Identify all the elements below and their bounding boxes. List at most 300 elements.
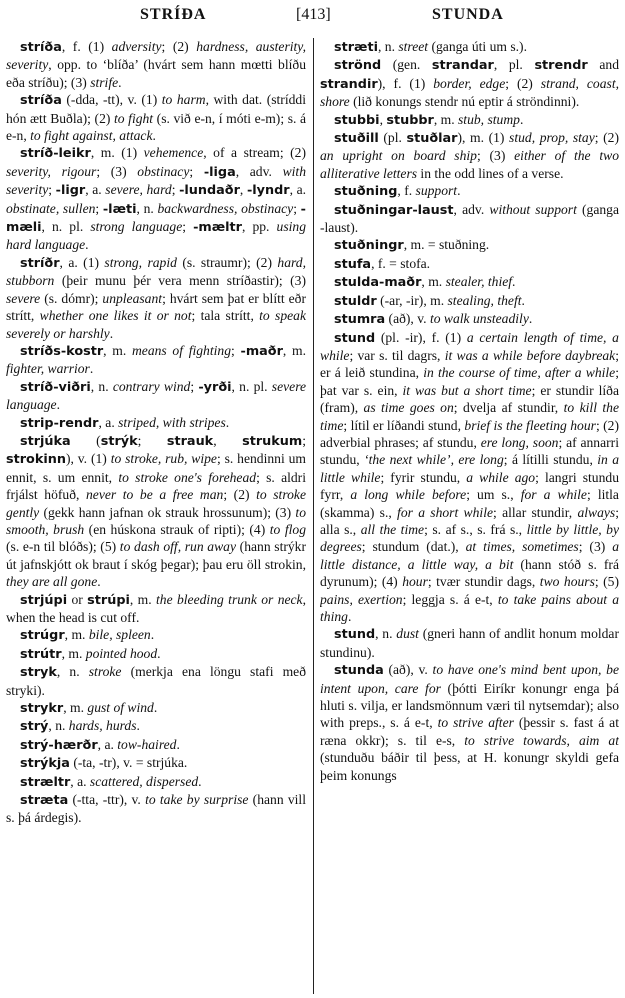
- dictionary-entry: [6, 342, 306, 378]
- definition: to fight: [114, 110, 154, 126]
- entry-text: .: [150, 627, 155, 643]
- definition: to stroke one's forehead: [118, 469, 257, 485]
- entry-text: , n.: [56, 664, 89, 680]
- definition: the bleeding trunk or neck: [156, 591, 303, 607]
- definition: never to be a free man: [85, 487, 224, 503]
- dictionary-entry: [320, 329, 619, 626]
- headword: strjúpi: [20, 592, 68, 608]
- headword: strandir: [320, 76, 378, 92]
- entry-text: , f.: [397, 183, 416, 199]
- dictionary-entry: [320, 625, 619, 661]
- entry-text: , m.: [433, 111, 459, 127]
- entry-text: .: [152, 128, 156, 144]
- definition: a long while before: [350, 487, 467, 503]
- definition: two hours: [539, 574, 595, 590]
- entry-text: .: [56, 397, 60, 413]
- definition: strand, coast, shore: [320, 75, 619, 110]
- definition: little by little, by degrees: [320, 521, 619, 555]
- entry-text: , a.: [70, 773, 90, 789]
- headword: strjúka: [20, 433, 71, 449]
- entry-text: , m.: [282, 342, 306, 358]
- headword: strendr: [534, 58, 588, 74]
- entry-text: .: [109, 325, 114, 341]
- dictionary-entry: [6, 414, 306, 432]
- running-header: [0, 6, 625, 32]
- entry-text: ;: [293, 200, 301, 216]
- dictionary-entry: [320, 292, 619, 310]
- dictionary-entry: [6, 717, 306, 735]
- entry-text: , of a stream; (2): [203, 145, 306, 161]
- entry-text: ; um s.,: [466, 487, 521, 503]
- definition: in the course of time, after a while: [423, 365, 616, 381]
- headword: stríða: [20, 40, 62, 55]
- definition: severe: [6, 290, 41, 306]
- entry-text: (að), v.: [385, 311, 430, 327]
- entry-text: (ganga úti um s.).: [428, 39, 527, 54]
- definition: they are all gone: [6, 574, 98, 590]
- entry-text: ; (2): [161, 39, 197, 54]
- dictionary-entry: [320, 236, 619, 254]
- definition: support: [415, 183, 458, 199]
- definition: always: [577, 504, 616, 520]
- entry-text: ; stundum (dat.),: [361, 539, 466, 555]
- headword: strukum: [242, 433, 303, 449]
- entry-text: ; s. af s., s. frá s.,: [424, 521, 527, 537]
- definition: in a little while: [320, 452, 619, 485]
- definition: stroke: [88, 664, 122, 680]
- entry-text: ; þat var s. ein,: [320, 365, 619, 398]
- headword: stund: [334, 330, 376, 346]
- headword: stræltr: [20, 774, 71, 790]
- headword: stund: [334, 627, 376, 643]
- dictionary-entry: [6, 626, 306, 644]
- dictionary-entry: [320, 273, 619, 291]
- entry-text: ; (3): [96, 163, 138, 179]
- entry-text: (-dda, -tt), v. (1): [61, 92, 162, 108]
- entry-text: , n. pl.: [231, 378, 272, 394]
- definition: adversity: [111, 39, 162, 54]
- definition: to stroke gently: [6, 487, 306, 520]
- headword: -lyndr: [246, 183, 290, 199]
- entry-text: (lið konungs stendr nú eptir á ströndinni).: [349, 94, 580, 110]
- definition: to dash off, run away: [119, 539, 237, 555]
- entry-text: , n.: [90, 378, 113, 394]
- entry-text: , a. (1): [59, 254, 105, 270]
- headword: -mæltr: [193, 220, 242, 236]
- definition: scattered, dispersed: [89, 773, 199, 789]
- definition: hardness, austerity, severity: [6, 39, 306, 73]
- entry-text: .: [118, 74, 122, 90]
- entry-text: ,: [239, 182, 247, 198]
- entry-text: , m.: [129, 591, 156, 607]
- entry-text: .: [519, 111, 524, 127]
- definition: street: [398, 39, 429, 54]
- entry-text: ; litla (skamma) s.,: [320, 487, 619, 520]
- entry-text: ; s. aldri frjálst höfuð,: [6, 469, 306, 503]
- entry-text: .: [157, 645, 161, 661]
- left-column: [6, 38, 306, 996]
- definition: ere long, soon: [480, 434, 559, 450]
- entry-text: ), f. (1): [377, 75, 434, 91]
- definition: contrary wind: [112, 378, 191, 394]
- entry-text: (s. dómr);: [40, 290, 103, 306]
- entry-text: ; á lítilli stundu,: [503, 452, 598, 468]
- entry-text: (s. straumr); (2): [176, 254, 278, 270]
- entry-text: , opp. to ‘blíða’ (hvárt sem hann mœtti blíðu eða stríðu); (3): [6, 57, 306, 90]
- definition: to take pains about a thing: [320, 591, 619, 624]
- definition: unpleasant: [102, 290, 163, 306]
- definition: a little distance, a little way, a bit: [320, 539, 619, 572]
- definition: vehemence: [143, 145, 204, 161]
- definition: means of fighting: [131, 342, 232, 358]
- entry-text: (s. e-n til blóðs); (5): [6, 539, 120, 555]
- headword: stuðlar: [406, 131, 458, 147]
- dictionary-entry: [320, 201, 619, 237]
- dictionary-entry: [6, 38, 306, 91]
- definition: strong language: [90, 219, 183, 235]
- entry-text: , a.: [97, 736, 118, 752]
- entry-text: , n.: [375, 626, 397, 642]
- headword: strý-hærðr: [20, 737, 98, 753]
- entry-text: (s. við e-n, í móti e-m); s. á e-n,: [6, 110, 306, 144]
- entry-text: ; er á leið stundina,: [320, 347, 619, 381]
- headword: stufa: [334, 256, 372, 272]
- entry-text: .: [176, 736, 180, 752]
- definition: whether one likes it or not: [39, 308, 192, 324]
- definition: stealing, theft: [447, 292, 522, 308]
- entry-text: (gen.: [381, 57, 432, 73]
- dictionary-entry: [320, 56, 619, 110]
- headword: stuðill: [334, 131, 379, 147]
- entry-text: , a.: [85, 182, 106, 198]
- headword: stuðningar-laust: [334, 202, 454, 218]
- definition: to fight against, attack: [30, 128, 153, 144]
- dictionary-entry: [6, 378, 306, 414]
- definition: pains, exertion: [320, 591, 403, 607]
- entry-text: .: [225, 414, 230, 430]
- dictionary-entry: [320, 310, 619, 328]
- entry-text: ; (2) adverbial phrases; af stundu,: [320, 417, 619, 450]
- definition: tow-haired: [117, 736, 177, 752]
- headword: stuðning: [334, 184, 398, 200]
- headword: strauk: [166, 433, 214, 449]
- entry-text: , pl.: [493, 57, 535, 73]
- entry-text: ; tvær stundir dags,: [427, 574, 540, 590]
- entry-text: , a.: [289, 182, 306, 198]
- dictionary-entry: [6, 699, 306, 717]
- entry-text: ;: [95, 200, 103, 216]
- entry-text: (pl.: [378, 130, 407, 146]
- entry-text: (gneri hann of andlit honum moldar stundinu).: [320, 626, 619, 660]
- definition: hard, stubborn: [6, 254, 306, 289]
- dictionary-entry: [320, 111, 619, 129]
- definition: to strive after: [437, 715, 514, 731]
- dictionary-entry: [6, 791, 306, 827]
- headword: -liga: [203, 164, 236, 180]
- entry-text: (merkja ena löngu stafi með stryki).: [6, 664, 306, 698]
- entry-text: ; leggja s. á e-t,: [402, 591, 498, 607]
- entry-text: ;: [137, 432, 167, 448]
- entry-text: , with dat. (stríddi hón ætt Buðla); (2): [6, 92, 306, 126]
- dictionary-entry: [320, 38, 619, 56]
- headword: strý: [20, 719, 49, 735]
- headword: stuðningr: [334, 238, 404, 254]
- headword: strandar: [431, 58, 494, 74]
- headword: stríðs-kostr: [20, 343, 104, 359]
- definition: for a while: [520, 487, 587, 503]
- entry-text: , m.: [421, 274, 446, 290]
- entry-text: , f. = stofa.: [371, 255, 431, 271]
- headword: strykr: [20, 701, 64, 717]
- entry-text: .: [85, 237, 89, 253]
- entry-text: ;: [171, 182, 180, 198]
- entry-text: (en húskona strauk of ripti); (4): [84, 521, 270, 537]
- headword: -maðr: [240, 343, 283, 359]
- entry-text: ; (3): [578, 539, 613, 555]
- headword: stríð-leikr: [20, 146, 91, 162]
- definition: to have one's mind bent upon, be intent upon, care for: [320, 662, 619, 696]
- dictionary-entry: [6, 736, 306, 754]
- entry-text: .: [528, 311, 533, 327]
- entry-text: ,: [379, 111, 387, 127]
- headword: strúpi: [87, 592, 130, 608]
- definition: brief is the fleeting hour: [464, 417, 596, 433]
- definition: to smooth, brush: [6, 504, 306, 537]
- entry-text: ; fyrir stundu,: [380, 469, 467, 485]
- entry-text: .: [457, 183, 461, 199]
- entry-text: .: [521, 292, 525, 308]
- headword: stulda-maðr: [334, 275, 422, 291]
- entry-text: , n.: [136, 200, 158, 216]
- entry-text: , m.: [63, 700, 88, 716]
- entry-text: , m.: [103, 342, 132, 358]
- entry-text: ), v. (1): [65, 451, 111, 467]
- definition: backwardness, obstinacy: [157, 200, 294, 216]
- entry-text: (þeir munu þér vera menn stríðastir); (3): [54, 273, 306, 289]
- entry-text: ;: [302, 432, 306, 448]
- entry-text: (hann vill s. þá árdegis).: [6, 792, 306, 826]
- entry-text: , pp.: [241, 219, 277, 235]
- entry-text: ;: [231, 342, 241, 358]
- entry-text: (hann strýkr út jafnskjótt ok braut í skóg þegar); þau eru öll strokin,: [6, 539, 306, 572]
- entry-text: ;: [48, 182, 56, 198]
- headword: strip-rendr: [20, 415, 99, 431]
- entry-text: (-ta, -tr), v. = strjúka.: [69, 755, 188, 771]
- entry-text: .: [198, 773, 202, 789]
- entry-text: (gekk hann jafnan ok strauk hrossunum); (3): [39, 504, 296, 520]
- definition: it was a while before daybreak: [444, 347, 616, 363]
- headword: strúgr: [20, 628, 65, 644]
- entry-text: .: [153, 700, 158, 716]
- definition: stub, stump: [458, 111, 520, 127]
- definition: severity, rigour: [6, 163, 97, 179]
- definition: all the time: [360, 521, 425, 537]
- right-column: [320, 38, 619, 996]
- entry-text: (ganga -laust).: [320, 201, 619, 236]
- entry-text: (stunduðu báðir til þess, at H. konungr skyldi gefa þeim konungs: [320, 750, 619, 783]
- right-guide-word: STUNDA: [432, 6, 504, 23]
- entry-text: or: [67, 591, 88, 607]
- entry-text: ; (2): [594, 130, 619, 146]
- definition: obstinacy: [137, 163, 190, 179]
- headword: stríða: [20, 93, 62, 109]
- dictionary-entry: [6, 663, 306, 699]
- entry-text: ;: [182, 219, 194, 235]
- definition: at times, sometimes: [465, 539, 579, 555]
- entry-text: ;: [190, 378, 199, 394]
- definition: severe language: [6, 378, 306, 413]
- entry-text: (-tta, -ttr), v.: [68, 792, 146, 808]
- definition: to stroke, rub, wipe: [110, 451, 217, 467]
- definition: stealer, thief: [445, 274, 513, 290]
- entry-text: ,: [213, 432, 243, 448]
- dictionary-entry: [6, 591, 306, 627]
- definition: it was but a short time: [402, 382, 532, 398]
- definition: a certain length of time, a while: [320, 329, 619, 363]
- definition: gust of wind: [87, 700, 154, 716]
- headword: stryk: [20, 665, 57, 681]
- dictionary-entry: [6, 91, 306, 144]
- entry-text: , adv.: [453, 201, 490, 217]
- headword: -læti: [102, 201, 137, 217]
- dictionary-entry: [320, 182, 619, 200]
- entry-text: ; dvelja af stundir,: [453, 400, 564, 416]
- column-divider: [313, 38, 314, 994]
- entry-text: .: [97, 574, 101, 590]
- entry-text: , m. (1): [90, 145, 144, 161]
- entry-text: ; af annarri stundu,: [320, 434, 619, 468]
- entry-text: ; lítil er líðandi stund,: [343, 417, 465, 433]
- page-number: [413]: [296, 6, 331, 23]
- definition: to take by surprise: [145, 792, 249, 808]
- headword: -lundaðr: [179, 183, 240, 199]
- headword: stræta: [20, 793, 69, 809]
- headword: strútr: [20, 646, 62, 662]
- entry-text: .: [512, 274, 516, 290]
- dictionary-entry: [320, 255, 619, 273]
- dictionary-entry: [6, 754, 306, 772]
- entry-text: (þessir s. fast á at ræna okkr); s. til e-s,: [320, 715, 619, 748]
- entry-text: ; (3): [476, 148, 515, 164]
- entry-text: ;: [189, 163, 204, 179]
- entry-text: (-ar, -ir), m.: [376, 292, 448, 308]
- headword: stunda: [334, 663, 384, 679]
- entry-text: .: [136, 718, 140, 734]
- entry-text: , n. pl.: [41, 219, 91, 235]
- entry-text: ; (2): [505, 75, 541, 91]
- headword: strýk: [100, 433, 138, 449]
- entry-text: in the odd lines of a verse.: [417, 165, 564, 181]
- definition: using hard language: [6, 219, 306, 253]
- entry-text: , m.: [64, 627, 89, 643]
- entry-text: , adv.: [235, 163, 283, 179]
- definition: stud, prop, stay: [509, 130, 595, 146]
- definition: an upright on board ship: [320, 148, 477, 164]
- definition: to walk unsteadily: [429, 311, 529, 327]
- headword: stríðr: [20, 255, 60, 271]
- definition: to kill the time: [320, 400, 619, 433]
- definition: hards, hurds: [68, 718, 137, 734]
- headword: stubbi: [334, 112, 380, 128]
- definition: obstinate, sullen: [6, 200, 96, 216]
- headword: -yrði: [198, 379, 232, 395]
- entry-text: , n.: [377, 39, 399, 54]
- dictionary-entry: [6, 645, 306, 663]
- headword: stubbr: [386, 112, 434, 128]
- headword: strönd: [334, 58, 382, 74]
- definition: to speak severely or harshly: [6, 308, 306, 341]
- definition: severe, hard: [105, 182, 172, 198]
- definition: dust: [396, 626, 419, 642]
- dictionary-entry: [6, 773, 306, 791]
- definition: as time goes on: [363, 400, 454, 416]
- definition: to strive towards, aim at: [464, 732, 619, 748]
- entry-text: .: [347, 609, 352, 624]
- dictionary-entry: [6, 144, 306, 253]
- entry-text: and: [587, 57, 619, 73]
- entry-text: (pl. -ir), f. (1): [375, 329, 467, 345]
- dictionary-entry: [6, 254, 306, 342]
- entry-text: ; s. hendinni um ennit, s. um ennit,: [6, 451, 306, 485]
- headword: stríð-viðri: [20, 379, 91, 395]
- headword: stræti: [334, 40, 378, 55]
- definition: border, edge: [433, 75, 506, 91]
- entry-text: ; allar stundir,: [493, 504, 578, 520]
- definition: pointed hood: [85, 645, 158, 661]
- definition: for a short while: [397, 504, 493, 520]
- headword: -ligr: [55, 183, 86, 199]
- headword: strokinn: [6, 452, 66, 468]
- definition: striped, with stripes: [118, 414, 226, 430]
- definition: bile, spleen: [88, 627, 151, 643]
- definition: to flog: [269, 521, 306, 537]
- headword: strýkja: [20, 756, 70, 772]
- entry-text: ; (2): [223, 487, 257, 503]
- definition: strife: [90, 74, 119, 90]
- definition: with severity: [6, 163, 306, 198]
- entry-text: (að), v.: [383, 662, 433, 678]
- entry-text: (: [70, 432, 101, 448]
- definition: strong, rapid: [104, 254, 177, 270]
- headword: stuldr: [334, 293, 377, 309]
- entry-text: ; var s. til dagrs,: [349, 347, 445, 363]
- definition: either of the two alliterative letters: [320, 148, 619, 181]
- entry-text: ; langri stundu fyrr,: [320, 469, 619, 503]
- definition: to harm: [161, 92, 206, 108]
- entry-text: , when the head is cut off.: [6, 591, 306, 625]
- entry-text: ; alla s.,: [320, 504, 619, 537]
- entry-text: , f. (1): [61, 39, 112, 54]
- dictionary-entry: [6, 432, 306, 591]
- entry-text: ; (5): [594, 574, 619, 590]
- entry-text: , a.: [98, 414, 119, 430]
- entry-text: ; tala strítt,: [191, 308, 260, 324]
- entry-text: , n.: [48, 718, 69, 734]
- entry-text: , m.: [61, 645, 86, 661]
- dictionary-entry: [320, 661, 619, 784]
- left-guide-word: STRÍÐA: [140, 6, 207, 23]
- headword: stumra: [334, 312, 386, 328]
- entry-text: (þótti Eiríkr konungr enga þá hluti s. vilja, er landsmönnum væri til nytsemdar); also with preps., s. á e-t,: [320, 680, 619, 731]
- headword: -mæli: [6, 201, 306, 236]
- entry-text: .: [89, 361, 94, 377]
- entry-text: ), m. (1): [457, 130, 510, 146]
- definition: fighter, warrior: [6, 361, 90, 377]
- entry-text: , m. = stuðning.: [403, 237, 490, 253]
- definition: without support: [489, 201, 577, 217]
- definition: hour: [402, 574, 428, 590]
- entry-text: (hann stóð s. frá dyrunum); (4): [320, 556, 619, 590]
